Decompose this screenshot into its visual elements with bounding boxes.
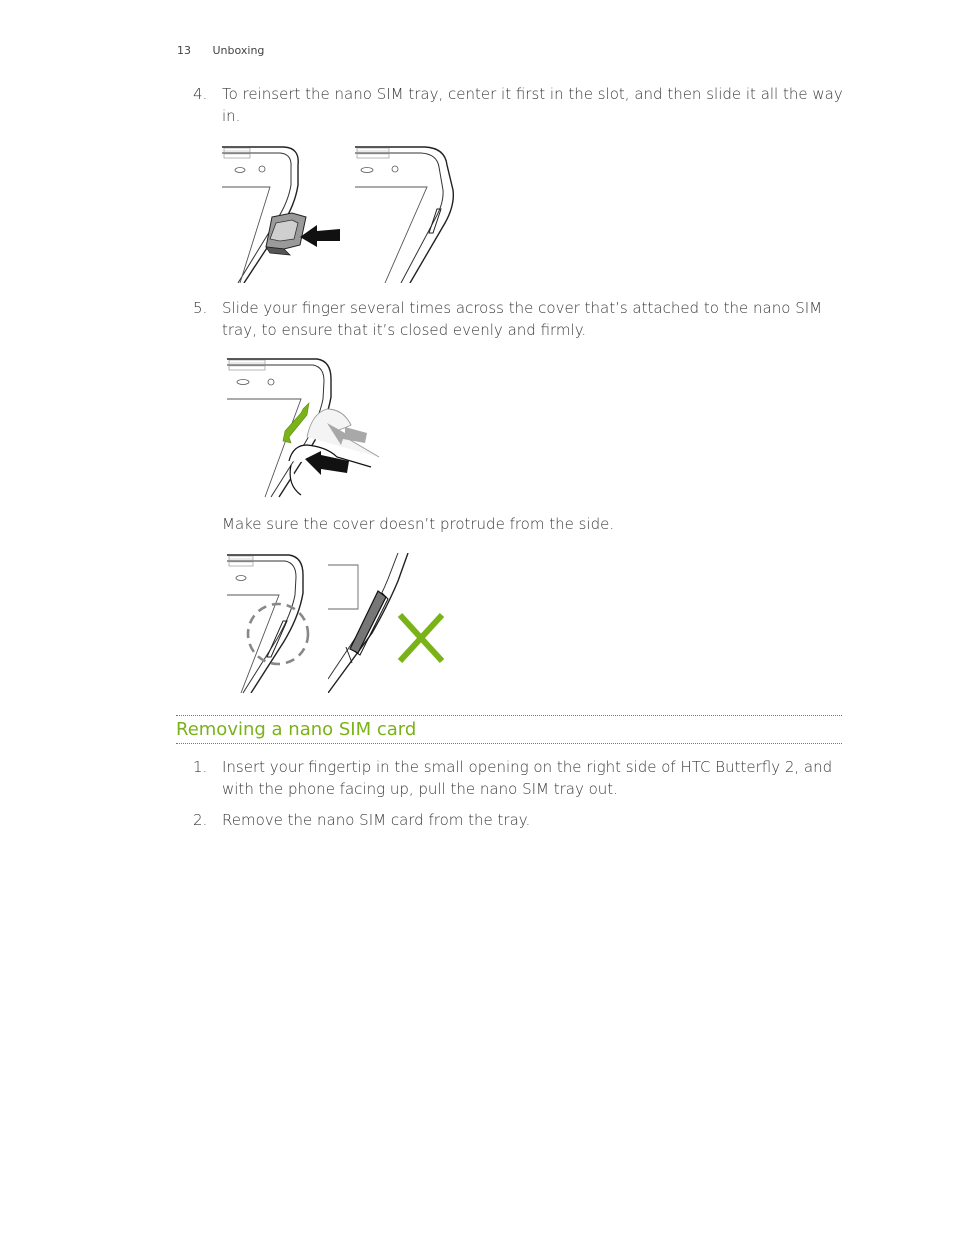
step-2 [193, 809, 843, 831]
step-text: Slide your finger several times across the cover that’s attached to the nano SIM tray, to ensure that it’s closed evenly and firmly. [222, 299, 823, 339]
tray-insert-illustration [222, 145, 347, 283]
step-text: To reinsert the nano SIM tray, center it first in the slot, and then slide it all the way in. [222, 85, 843, 125]
step-text: Insert your fingertip in the small opening on the right side of HTC Butterfly 2, and with the phone facing up, pull the nano SIM tray out. [222, 758, 833, 798]
step-number: 4. [193, 85, 208, 103]
page-number: 13 [177, 44, 191, 57]
step-1 [193, 756, 843, 800]
section-title: Removing a nano SIM card [176, 719, 417, 740]
page-header [177, 44, 264, 57]
cover-protruding-illustration [328, 553, 453, 693]
step-number: 1. [193, 758, 208, 776]
section-heading [176, 715, 842, 744]
cross-mark-icon [400, 615, 442, 661]
cover-correct-illustration [227, 553, 317, 693]
tray-inserted-illustration [355, 145, 460, 283]
step-number: 5. [193, 299, 208, 317]
finger-slide-illustration [227, 357, 387, 499]
step-4 [193, 83, 843, 127]
chapter-title: Unboxing [212, 44, 265, 57]
step-text: Remove the nano SIM card from the tray. [222, 811, 531, 829]
step-5 [193, 297, 843, 341]
step-number: 2. [193, 811, 208, 829]
note-text: Make sure the cover doesn’t protrude from the side. [222, 515, 615, 533]
